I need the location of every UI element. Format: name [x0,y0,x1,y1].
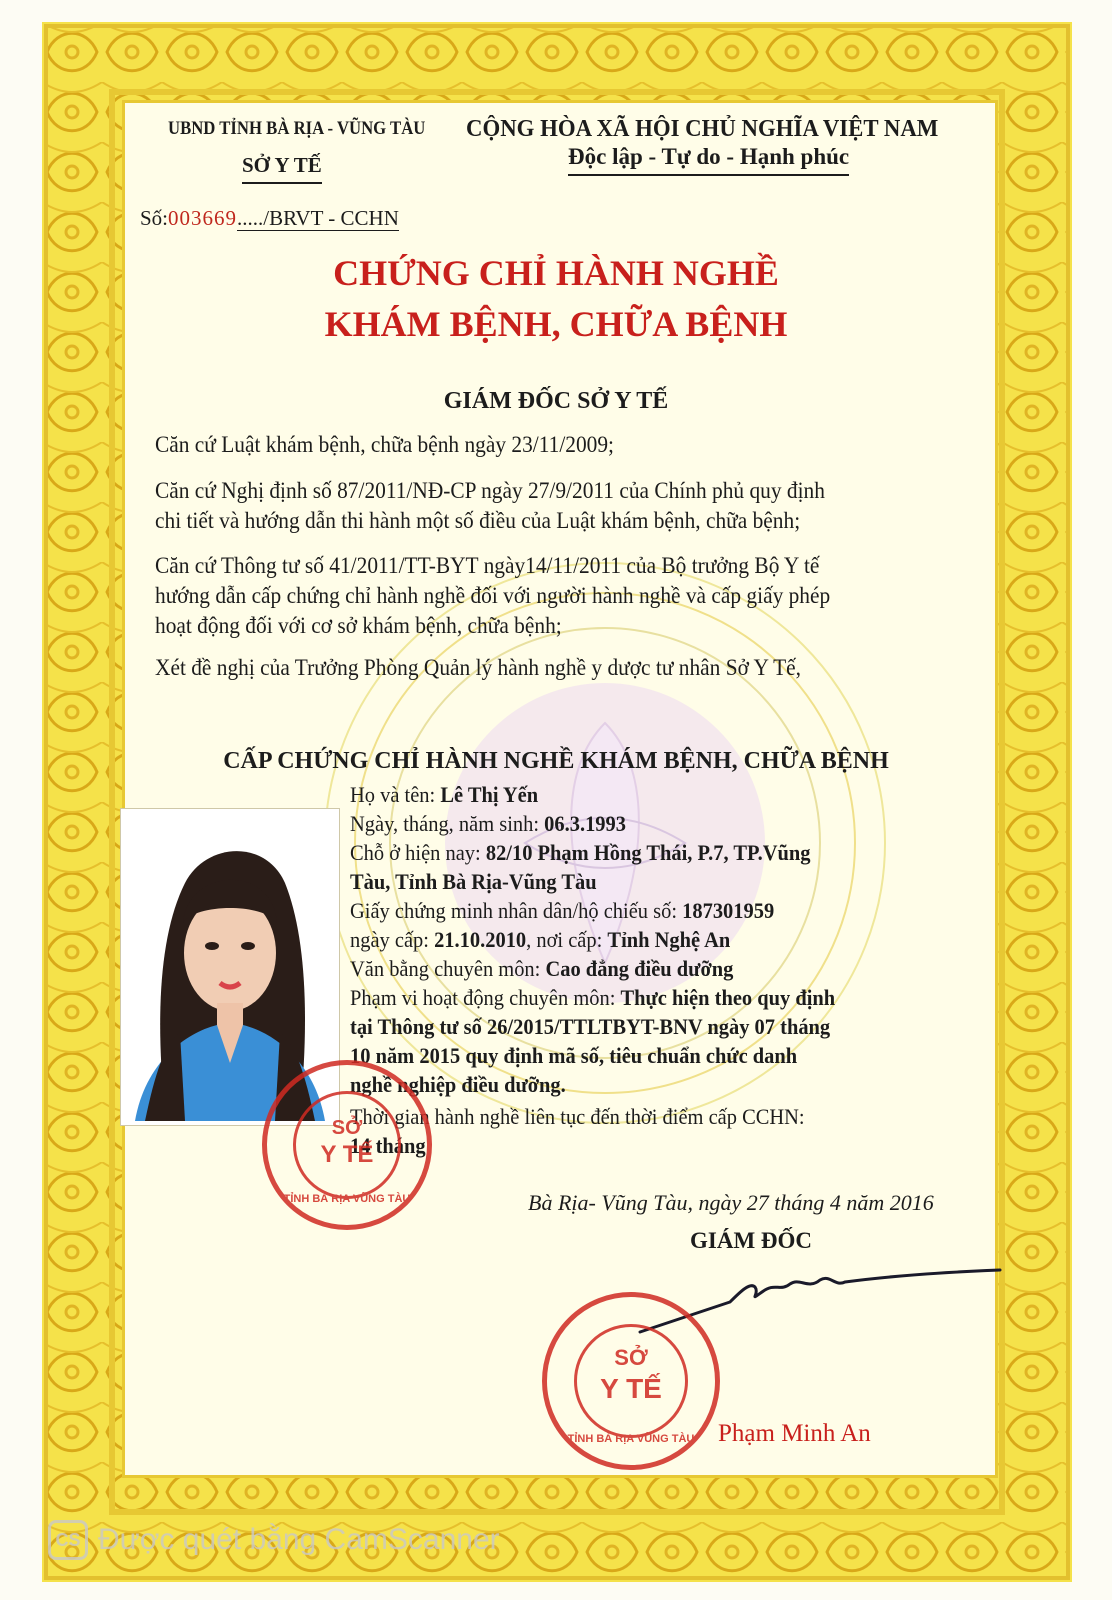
republic-name: CỘNG HÒA XÃ HỘI CHỦ NGHĨA VIỆT NAM [466,116,939,142]
holder-scope-line2: tại Thông tư số 26/2015/TTLTBYT-BNV ngày 07 tháng [350,1014,831,1039]
holder-degree: Cao đẳng điều dưỡng [545,956,734,981]
field-scope-cont [350,1043,797,1069]
field-name [350,782,538,808]
stamp-text-main: Y TẾ [600,1373,662,1404]
legal-basis-line: hướng dẫn cấp chứng chỉ hành nghề đối với người hành nghề và cấp giấy phép [155,583,831,608]
legal-basis-line: Căn cứ Thông tư số 41/2011/TT-BYT ngày14/11/2011 của Bộ trưởng Bộ Y tế [155,553,820,578]
document-number [140,206,399,231]
certificate-title-line2: KHÁM BỆNH, CHỮA BỆNH [324,304,788,344]
document-number-prefix: Số: [140,206,169,230]
document-number-suffix: ...../BRVT - CCHN [237,206,399,230]
holder-issue-place: Tỉnh Nghệ An [607,927,731,952]
legal-basis-line: Căn cứ Nghị định số 87/2011/NĐ-CP ngày 27/9/2011 của Chính phủ quy định [155,478,825,503]
field-label: , nơi cấp: [526,927,608,952]
watermark-text: Được quét bằng CamScanner [98,1523,500,1556]
field-address-cont [350,869,597,895]
signature-title: GIÁM ĐỐC [690,1228,813,1253]
holder-issue-date: 21.10.2010 [434,927,527,952]
field-scope [350,985,835,1011]
holder-address-line2: Tàu, Tỉnh Bà Rịa-Vũng Tàu [350,869,597,894]
field-label: ngày cấp: [350,927,435,952]
certificate-title-line1: CHỨNG CHỈ HÀNH NGHỀ [333,253,779,293]
holder-scope-line1: Thực hiện theo quy định [620,985,836,1010]
holder-dob: 06.3.1993 [544,811,626,836]
stamp-ring-text: TỈNH BÀ RỊA VŨNG TÀU [567,1433,695,1445]
stamp-text-top: SỞ [331,1117,363,1139]
field-address [350,840,810,866]
field-label: Văn bằng chuyên môn: [350,956,546,981]
field-label: Họ và tên: [350,782,441,807]
field-label: Chỗ ở hiện nay: [350,840,486,865]
field-dob [350,811,626,837]
camscanner-logo-icon: CS [48,1520,88,1560]
document-number-value: 003669 [168,206,238,230]
issuer-heading: GIÁM ĐỐC SỞ Y TẾ [443,388,669,414]
holder-id-number: 187301959 [682,898,775,923]
department-name: SỞ Y TẾ [242,153,322,184]
signer-name: Phạm Minh An [718,1420,871,1447]
official-seal-stamp [542,1292,720,1470]
national-motto: Độc lập - Tự do - Hạnh phúc [568,144,849,176]
holder-name: Lê Thị Yến [440,782,539,807]
authority-name: UBND TỈNH BÀ RỊA - VŨNG TÀU [168,118,426,139]
field-label: Phạm vi hoạt động chuyên môn: [350,985,621,1010]
legal-basis-line: hoạt động đối với cơ sở khám bệnh, chữa bệnh; [155,613,562,638]
scanner-watermark [48,1520,500,1560]
legal-basis-line: chi tiết và hướng dẫn thi hành một số điều của Luật khám bệnh, chữa bệnh; [155,508,801,533]
field-scope-cont [350,1014,830,1040]
legal-basis-line: Căn cứ Luật khám bệnh, chữa bệnh ngày 23/11/2009; [155,432,614,457]
field-label: Thời gian hành nghề liên tục đến thời điểm cấp CCHN: [350,1104,805,1129]
stamp-text-main: Y TẾ [320,1141,374,1168]
field-degree [350,956,733,982]
field-id [350,898,774,924]
holder-scope-line3: 10 năm 2015 quy định mã số, tiêu chuẩn chức danh [350,1043,798,1068]
holder-practice-duration: 14 tháng [350,1133,426,1158]
place-and-date: Bà Rịa- Vũng Tàu, ngày 27 tháng 4 năm 2016 [528,1190,934,1215]
field-issue [350,927,730,953]
field-label: Giấy chứng minh nhân dân/hộ chiếu số: [350,898,683,923]
grant-heading: CẤP CHỨNG CHỈ HÀNH NGHỀ KHÁM BỆNH, CHỮA BỆNH [223,748,889,774]
holder-scope-line4: nghề nghiệp điều dưỡng. [350,1072,566,1097]
legal-basis-line: Xét đề nghị của Trưởng Phòng Quản lý hành nghề y dược tư nhân Sở Y Tế, [155,655,801,680]
field-label: Ngày, tháng, năm sinh: [350,811,545,836]
stamp-ring-text: TỈNH BÀ RỊA VŨNG TÀU [283,1193,411,1205]
holder-address-line1: 82/10 Phạm Hồng Thái, P.7, TP.Vũng [485,840,811,865]
stamp-text-top: SỞ [614,1345,648,1370]
photo-seal-stamp [262,1060,432,1230]
